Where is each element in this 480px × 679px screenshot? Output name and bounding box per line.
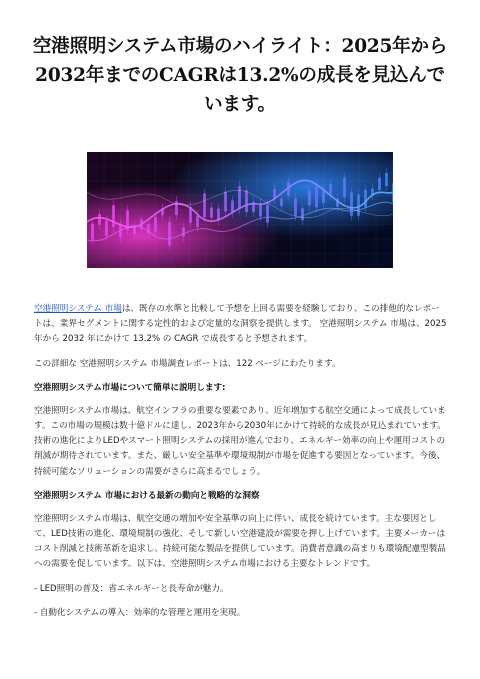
candle-body: [210, 207, 213, 217]
candle-body: [168, 222, 171, 245]
candle-body: [182, 227, 185, 236]
candle-body: [329, 184, 332, 194]
bullet-item-automation: - 自動化システムの導入：効率的な管理と運用を実現。: [34, 607, 246, 618]
candle-body: [196, 216, 199, 227]
section-body-trends: 空港照明システム市場は、航空交通の増加や安全基準の向上に伴い、成長を続けています。主な要因として、LED技術の進化、環境規制の強化、そして新しい空港建設が需要を押し上げています。主要メーカーはコスト削減と技術革新を追求し、持続可能な製品を提供しています。消費者意識の高まりも環境配慮型製品への需要を促しています。以下は、空港照明システム市場における主要なトレンドです。: [34, 513, 446, 570]
candle-body: [224, 192, 227, 212]
section-body-overview: 空港照明システム市場は、航空インフラの重要な要素であり、近年増加する航空交通によって成長しています。この市場の規模は数十億ドルに達し、2023年から2030年にかけて持続的な成長が見込まれています。技術の進化によりLEDやスマート照明システムの採用が進んでおり、エネルギー効率の向上や運用コストの削減が期待されています。また、厳しい安全基準や環境規制が市場を促進する要因となっています。今後、持続可能なソリューションの需要がさらに高まるでしょう。: [34, 405, 446, 477]
candle-body: [154, 217, 157, 232]
pages-note: この詳細な 空港照明システム 市場調査レポートは、122 ページにわたります。: [34, 358, 341, 369]
stock-chart-illustration: [87, 152, 393, 268]
candle-body: [294, 198, 297, 216]
article-title: 空港照明システム市場のハイライト：2025年から2032年までのCAGRは13.2%の成長を見込んでいます。: [32, 36, 448, 115]
intro-paragraph: [34, 302, 448, 348]
section-heading-trends: 空港照明システム 市場における最新の動向と戦略的な洞察: [34, 490, 260, 501]
candle-body: [259, 203, 262, 216]
candle-body: [105, 221, 108, 236]
section-heading-overview: 空港照明システム市場について簡単に説明します:: [34, 382, 226, 393]
candle-body: [364, 190, 367, 208]
candle-body: [357, 194, 360, 215]
intro-text: は、既存の水準と比較して予想を上回る需要を経験しており、この排他的なレポートは、業界セグメントに関する定性的および定量的な洞察を提供します。 空港照明システム 市場は、2025 年から 2032 年にかけて 13.2% の CAGR で成長すると予想されます。: [34, 304, 447, 345]
bullet-item-led: - LED照明の普及：省エネルギーと長寿命が魅力。: [34, 583, 229, 594]
candle-body: [350, 192, 353, 215]
candle-body: [98, 214, 101, 224]
article-body: [34, 302, 448, 630]
candle-body: [343, 178, 346, 198]
candle-body: [308, 190, 311, 205]
candle-body: [91, 224, 94, 240]
candle-body: [238, 186, 241, 209]
candle-body: [280, 198, 283, 206]
candle-body: [385, 173, 388, 186]
candle-body: [112, 205, 115, 227]
candle-body: [315, 186, 318, 207]
market-link[interactable]: 空港照明システム 市場: [34, 304, 122, 314]
candle-body: [301, 208, 304, 220]
candle-body: [245, 190, 248, 212]
candle-body: [378, 178, 381, 190]
hero-image: [87, 152, 393, 268]
candle-body: [203, 193, 206, 217]
candle-body: [266, 205, 269, 223]
